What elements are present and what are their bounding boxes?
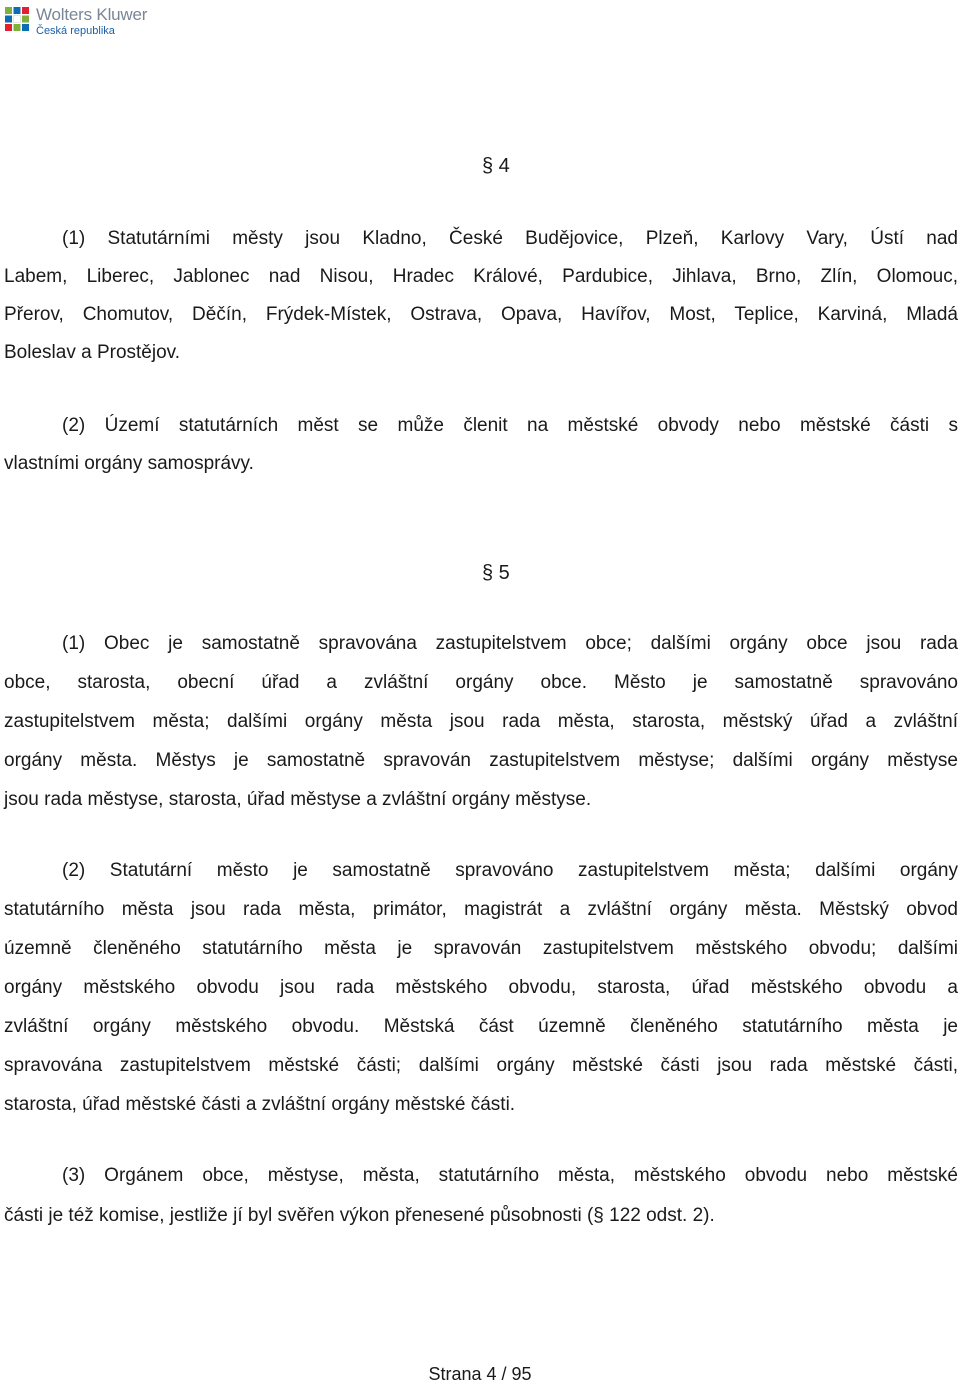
text-line: (1) Statutárními městy jsou Kladno, České Budějovice, Plzeň, Karlovy Vary, Ústí nad [62, 228, 958, 249]
text-line: orgány města. Městys je samostatně spravován zastupitelstvem městyse; dalšími orgány městyse [4, 750, 958, 771]
text-line: zastupitelstvem města; dalšími orgány města jsou rada města, starosta, městský úřad a zvláštní [4, 711, 958, 732]
text-line: obce, starosta, obecní úřad a zvláštní orgány obce. Město je samostatně spravováno [4, 672, 958, 693]
text-line: (1) Obec je samostatně spravována zastupitelstvem obce; dalšími orgány obce jsou rada [62, 633, 958, 654]
section-heading: § 4 [482, 155, 510, 177]
text-line: (2) Statutární město je samostatně spravováno zastupitelstvem města; dalšími orgány [62, 860, 958, 881]
text-line: Přerov, Chomutov, Děčín, Frýdek-Místek, Ostrava, Opava, Havířov, Most, Teplice, Karviná, Mladá [4, 304, 958, 325]
wolters-kluwer-logo-icon [4, 6, 30, 32]
text-line: (3) Orgánem obce, městyse, města, statutárního města, městského obvodu nebo městské [62, 1165, 958, 1186]
text-line: spravována zastupitelstvem městské části; dalšími orgány městské části jsou rada městské části, [4, 1055, 958, 1076]
text-line: Boleslav a Prostějov. [4, 342, 181, 363]
text-line: zvláštní orgány městského obvodu. Městská část územně členěného statutárního města je [4, 1016, 958, 1037]
logo-subtitle: Česká republika [36, 25, 115, 37]
section-heading: § 5 [482, 562, 510, 584]
text-line: jsou rada městyse, starosta, úřad městyse a zvláštní orgány městyse. [4, 789, 592, 810]
text-line: (2) Území statutárních měst se může členit na městské obvody nebo městské části s [62, 415, 958, 436]
text-line: starosta, úřad městské části a zvláštní orgány městské části. [4, 1094, 516, 1115]
text-line: územně členěného statutárního města je spravován zastupitelstvem městského obvodu; dalšími [4, 938, 958, 959]
publisher-logo [4, 4, 164, 38]
text-line: orgány městského obvodu jsou rada městského obvodu, starosta, úřad městského obvodu a [4, 977, 958, 998]
logo-name: Wolters Kluwer [36, 5, 148, 24]
text-line: statutárního města jsou rada města, primátor, magistrát a zvláštní orgány města. Městský obvod [4, 899, 958, 920]
page-number: Strana 4 / 95 [428, 1364, 532, 1384]
text-line: Labem, Liberec, Jablonec nad Nisou, Hradec Králové, Pardubice, Jihlava, Brno, Zlín, Olomouc, [4, 266, 958, 287]
text-line: vlastními orgány samosprávy. [4, 453, 254, 474]
text-line: části je též komise, jestliže jí byl svěřen výkon přenesené působnosti (§ 122 odst. 2). [4, 1205, 715, 1226]
